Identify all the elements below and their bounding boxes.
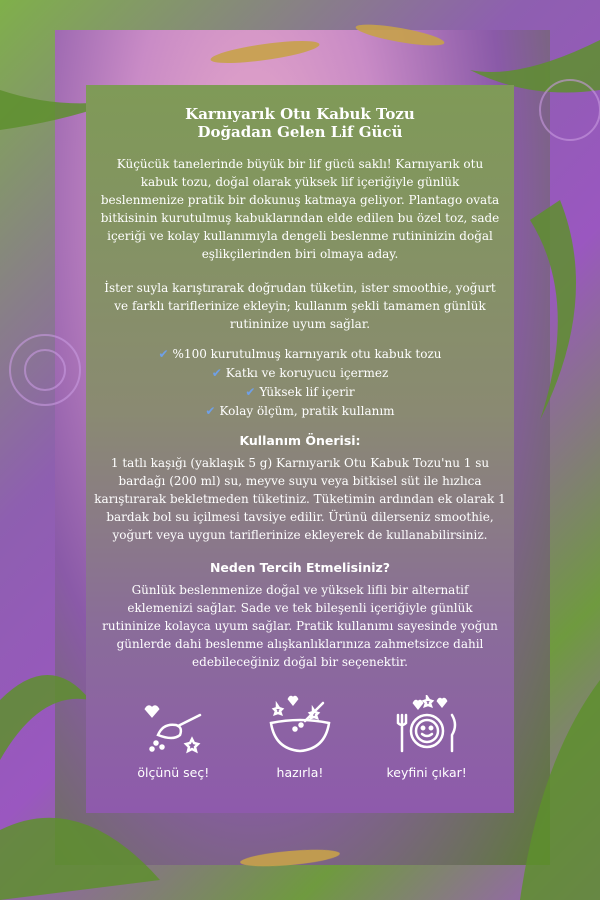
step-label: keyfini çıkar!	[386, 765, 467, 780]
feature-item: ✔ Kolay ölçüm, pratik kullanım	[205, 404, 395, 418]
usage-intro-paragraph: İster suyla karıştırarak doğrudan tüketin, ister smoothie, yoğurt ve farklı tariflerinize ekleyin; kullanım şekli tamamen günlük rutininize uyum sağlar.	[104, 281, 496, 331]
feature-item: ✔ %100 kurutulmuş karnıyarık otu kabuk tozu	[158, 347, 442, 361]
spoon-measure-icon	[138, 695, 208, 755]
feature-list	[86, 345, 514, 421]
info-panel	[86, 85, 514, 813]
step-label: hazırla!	[276, 765, 324, 780]
check-icon: ✔	[158, 347, 169, 361]
smiley-plate-icon	[392, 695, 462, 755]
check-icon: ✔	[205, 404, 216, 418]
steps-row	[86, 695, 514, 780]
step-label: ölçünü seç!	[137, 765, 210, 780]
step-enjoy	[372, 695, 482, 780]
check-icon: ✔	[245, 385, 256, 399]
mixing-bowl-icon	[265, 695, 335, 755]
feature-item: ✔ Katkı ve koruyucu içermez	[211, 366, 389, 380]
usage-paragraph: 1 tatlı kaşığı (yaklaşık 5 g) Karnıyarık Otu Kabuk Tozu'nu 1 su bardağı (200 ml) su, meyve suyu veya bitkisel süt ile hızlıca karıştırarak bekletmeden tüketiniz. Tüketimin ardından ek olarak 1 bardak bol su içilmesi tavsiye edilir. Ürünü dilerseniz smoothie, yoğurt veya uygun tariflerinize ekleyerek de kullanabilirsiniz.	[94, 456, 506, 542]
step-prepare	[245, 695, 355, 780]
title-line-2: Doğadan Gelen Lif Gücü	[197, 123, 403, 141]
step-measure	[118, 695, 228, 780]
title-line-1: Karnıyarık Otu Kabuk Tozu	[185, 105, 415, 123]
check-icon: ✔	[211, 366, 222, 380]
usage-heading: Kullanım Önerisi:	[239, 433, 361, 448]
page-title	[86, 105, 514, 141]
why-paragraph: Günlük beslenmenize doğal ve yüksek lifli bir alternatif eklemenizi sağlar. Sade ve tek bileşenli içeriğiyle günlük rutininize kolayca uyum sağlar. Pratik kullanımı sayesinde yoğun günlerde dahi beslenme alışkanlıklarınıza zahmetsizce dahil edebileceğiniz doğal bir seçenektir.	[102, 583, 498, 669]
feature-item: ✔ Yüksek lif içerir	[245, 385, 355, 399]
why-heading: Neden Tercih Etmelisiniz?	[209, 560, 391, 575]
intro-paragraph: Küçücük tanelerinde büyük bir lif gücü saklı! Karnıyarık otu kabuk tozu, doğal olarak yüksek lif içeriğiyle günlük beslenmenize pratik bir dokunuş katmaya geliyor. Plantago ovata bitkisinin kurutulmuş kabuklarından elde edilen bu özel toz, sade içeriği ve kolay kullanımıyla dengeli beslenme rutininizin doğal eşlikçilerinden biri olmaya aday.	[100, 157, 500, 261]
